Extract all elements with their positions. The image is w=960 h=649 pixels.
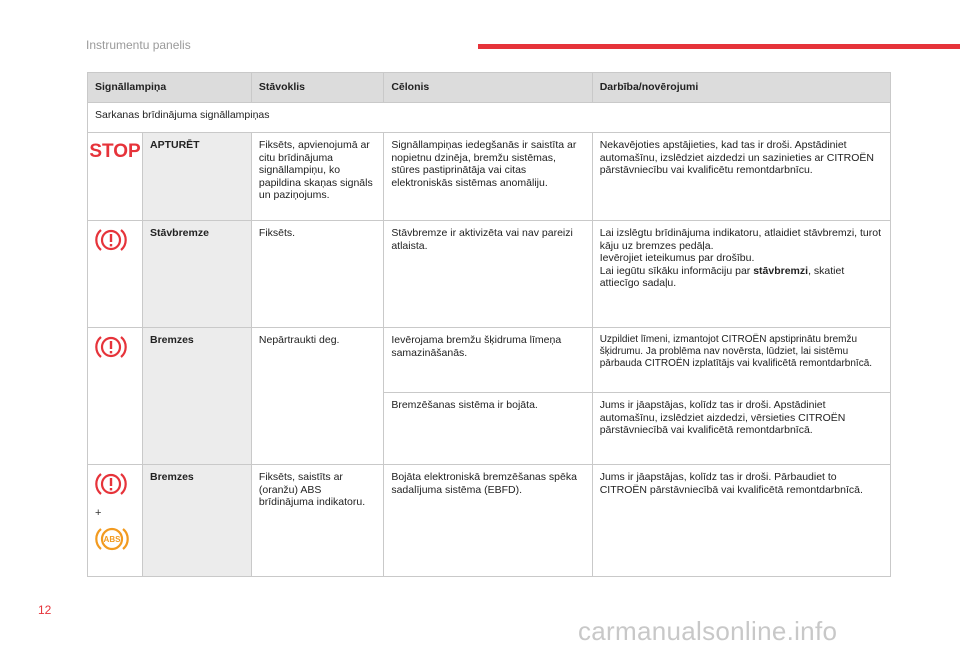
abs-icon (95, 535, 129, 556)
column-header-lamp: Signāllampiņa (88, 73, 252, 103)
table-row (88, 465, 891, 577)
state-text: Fiksēts. (251, 221, 383, 328)
icon-cell (88, 465, 143, 577)
lamp-name: Bremzes (143, 465, 252, 577)
action-line: Lai izslēgtu brīdinājuma indikatoru, atlaidiet stāvbremzi, turot kāju uz bremzes pedāļa. (599, 227, 882, 252)
cause-text: Stāvbremze ir aktivizēta vai nav pareizi atlaista. (384, 221, 592, 328)
watermark: carmanualsonline.info (578, 616, 838, 646)
page-number: 12 (38, 603, 52, 617)
header-accent-bar (478, 44, 960, 49)
cause-text: Signāllampiņas iedegšanās ir saistīta ar nopietnu dzinēja, bremžu sistēmas, stūres pastiprinātāja vai citas elektroniskās sistēmas anomāliju. (384, 133, 592, 221)
column-header-cause: Cēlonis (384, 73, 592, 103)
state-text: Fiksēts, apvienojumā ar citu brīdinājuma signāllampiņu, ko papildina skaņas signāls un paziņojums. (251, 133, 383, 221)
cause-text: Bojāta elektroniskā bremzēšanas spēka sadalījuma sistēma (EBFD). (384, 465, 592, 577)
action-text (592, 221, 890, 328)
column-header-action: Darbība/novērojumi (592, 73, 890, 103)
parking-brake-icon (95, 244, 127, 256)
cause-text: Bremzēšanas sistēma ir bojāta. (384, 393, 592, 465)
page-header-title: Instrumentu panelis (86, 38, 191, 52)
state-text: Fiksēts, saistīts ar (oranžu) ABS brīdinājuma indikatoru. (251, 465, 383, 577)
warning-lamps-table (87, 72, 891, 577)
brake-icon (95, 351, 127, 363)
icon-cell (88, 328, 143, 465)
table-header-row (88, 73, 891, 103)
lamp-name: APTURĒT (143, 133, 252, 221)
action-line: Ievērojiet ieteikumus par drošību. (599, 252, 755, 264)
lamp-name: Stāvbremze (143, 221, 252, 328)
table-row (88, 328, 891, 393)
icon-cell (88, 133, 143, 221)
section-title: Sarkanas brīdinājuma signāllampiņas (88, 103, 891, 133)
action-bold-term: stāvbremzi (753, 264, 809, 277)
stop-icon (89, 141, 141, 164)
state-text: Nepārtraukti deg. (251, 328, 383, 465)
plus-sign: + (95, 506, 102, 519)
icon-cell (88, 221, 143, 328)
table-row (88, 221, 891, 328)
cause-text: Ievērojama bremžu šķidruma līmeņa samazināšanās. (384, 328, 592, 393)
section-row (88, 103, 891, 133)
action-text: Jums ir jāapstājas, kolīdz tas ir droši. Apstādiniet automašīnu, izslēdziet aizdedzi, vērsieties CITROËN pārstāvniecībā vai kvalificētā remontdarbnīcā. (592, 393, 890, 465)
action-line: Lai iegūtu sīkāku informāciju par (599, 264, 754, 277)
lamp-name: Bremzes (143, 328, 252, 465)
action-text: Jums ir jāapstājas, kolīdz tas ir droši. Pārbaudiet to CITROËN pārstāvniecībā vai kvalificētā remontdarbnīcā. (592, 465, 890, 577)
action-text: Uzpildiet līmeni, izmantojot CITROËN apstiprinātu bremžu šķidrumu. Ja problēma nav novērsta, lūdziet, lai sistēmu pārbauda CITROËN izplatītājs vai kvalificētā remontdarbnīcā. (592, 328, 890, 393)
svg-text:ABS: ABS (103, 535, 121, 544)
brake-icon (95, 488, 127, 500)
action-line: , skatiet attiecīgo sadaļu. (599, 264, 845, 289)
svg-text:STOP: STOP (89, 141, 141, 162)
action-text: Nekavējoties apstājieties, kad tas ir droši. Apstādiniet automašīnu, izslēdziet aizdedzi un sazinieties ar CITROËN pārstāvniecību vai kvalificētu remontdarbnīcu. (592, 133, 890, 221)
table-row (88, 133, 891, 221)
column-header-state: Stāvoklis (251, 73, 383, 103)
